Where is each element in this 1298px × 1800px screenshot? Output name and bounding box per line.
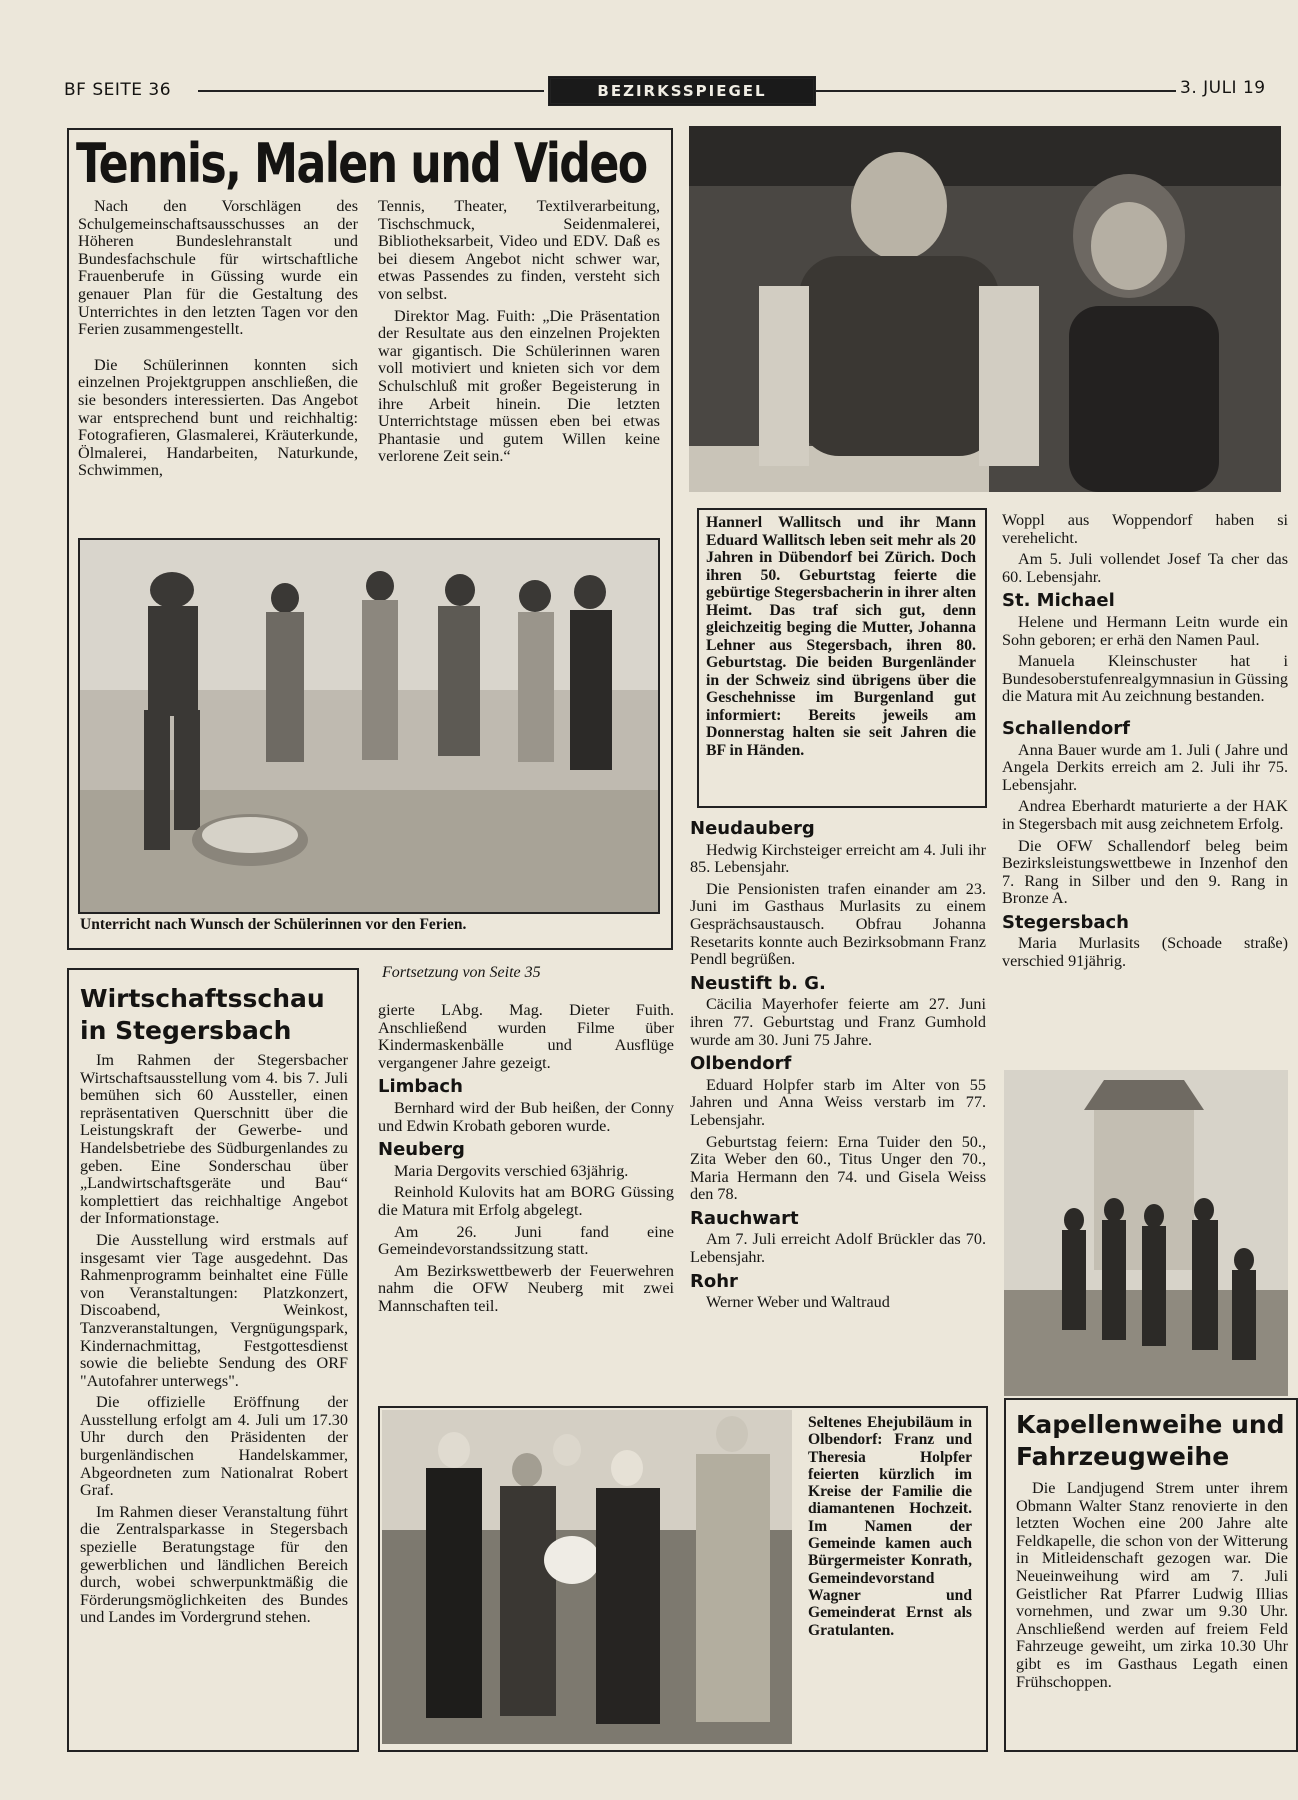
kapelle-body: Die Landjugend Strem unter ihrem Obmann Walter Stanz renovierte in den letzten Wochen eine 200 Jahre alte Feldkapelle, die schon von der Witterung in Mitleidenschaft gezogen war. Die Neueinweihung wird am 7. Juli Geistlicher Rat Pfarrer Ludwig Illias vornehmen, und zwar um 9.30 Uhr. Anschließend werden auf freiem Feld Fahrzeuge geweiht, um zirka 10.30 Uhr gibt es im Gasthaus Legath einen Frühschoppen.: [1016, 1480, 1288, 1691]
photo-two-women-illustration: [689, 126, 1281, 492]
heading-schallendorf: Schallendorf: [1002, 717, 1130, 739]
header-rule-left: [198, 90, 544, 92]
heading-olbendorf: Olbendorf: [690, 1053, 792, 1075]
wirtschaft-headline-2: in Stegersbach: [80, 1016, 292, 1045]
news-paragraph: Werner Weber und Waltraud: [706, 1293, 890, 1312]
news-paragraph: Am 5. Juli vollendet Josef Ta cher das 60. Lebensjahr.: [1002, 550, 1288, 586]
news-paragraph: Maria Dergovits verschied 63jährig.: [394, 1161, 629, 1180]
news-paragraph: Cäcilia Mayerhofer feierte am 27. Juni ihren 77. Geburtstag und Franz Gumhold wurde am 30. Juni 75 Jahre.: [690, 995, 986, 1049]
news-paragraph: Anna Bauer wurde am 1. Juli ( Jahre und Angela Derkits erreich am 2. Juli ihr 75. Lebensjahr.: [1002, 740, 1288, 794]
page-date: 3. JULI 19: [1180, 78, 1266, 98]
heading-neuberg: Neuberg: [378, 1139, 465, 1161]
wirtschaft-body: [80, 1052, 348, 1744]
continuation-column: [378, 1002, 674, 1398]
news-paragraph: Woppl aus Woppendorf haben si verehelicht.: [1002, 512, 1288, 547]
wirtschaft-paragraph: Die Ausstellung wird erstmals auf insgesamt vier Tage ausgedehnt. Das Rahmenprogramm beinhaltet eine Fülle von Veranstaltungen: Platzkonzert, Discoabend, Weinkost, Tanzveranstaltungen, Vergnügungspark, Kindernachmittag, Festgottesdienst sowie die beliebte Sendung des ORF "Autofahrer unterwegs".: [80, 1230, 348, 1390]
wirtschaft-paragraph: Die offizielle Eröffnung der Ausstellung erfolgt am 4. Juli um 17.30 Uhr durch den Präsidenten der burgenländischen Handelskammer, Abgeordneten zum Nationalrat Robert Graf.: [80, 1393, 348, 1500]
heading-rauchwart: Rauchwart: [690, 1207, 799, 1229]
news-paragraph: Geburtstag feiern: Erna Tuider den 50., Zita Weber den 60., Titus Unger den 70., Maria Hermann den 74. und Gisela Weiss den 78.: [690, 1132, 986, 1204]
heading-limbach: Limbach: [378, 1076, 463, 1098]
header-rule-right: [816, 90, 1176, 92]
wirtschaft-paragraph: Im Rahmen dieser Veranstaltung führt die Zentralsparkasse in Stegersbach spezielle Beratungstage für den gewerblichen und ländlichen Bereich durch, wobei schwerpunktmäßig die Förderungsmöglichkeiten des Bundes und Landes im Vordergrund stehen.: [80, 1502, 348, 1627]
tennis-column-1: [78, 198, 358, 528]
wirtschaft-headline-1: Wirtschaftsschau: [80, 984, 325, 1013]
tennis-photo-caption: Unterricht nach Wunsch der Schülerinnen vor den Ferien.: [80, 916, 467, 933]
news-paragraph: Am 26. Juni fand eine Gemeindevorstandssitzung statt.: [378, 1222, 674, 1259]
news-paragraph: Maria Murlasits (Schoade straße) verschied 91jährig.: [1002, 934, 1288, 971]
tennis-headline: Tennis, Malen und Video: [76, 132, 647, 195]
news-paragraph: Die Pensionisten trafen einander am 23. Juni im Gasthaus Murlasits zu einem Gesprächsaustausch. Obfrau Johanna Resetarits konnte auch Bezirksobmann Franz Pendl begrüßen.: [690, 879, 986, 969]
news-paragraph: Bernhard wird der Bub heißen, der Conny und Edwin Krobath geboren wurde.: [378, 1098, 674, 1135]
news-paragraph: Eduard Holpfer starb im Alter von 55 Jahren und Anna Weiss verstarb im 77. Lebensjahr.: [690, 1075, 986, 1129]
wallitsch-caption: Hannerl Wallitsch und ihr Mann Eduard Wallitsch leben seit mehr als 20 Jahren in Dübendorf bei Zürich. Doch ihren 50. Geburtstag feierte die gebürtige Stegersbacherin in ihrer alten Heimt. Das traf sich gut, denn gleichzeitig beging die Mutter, Johanna Lehner aus Stegersbach, ihren 80. Geburtstag. Die beiden Burgenländer in der Schweiz sind übrigens über die Geschehnisse im Burgenland gut informiert: Bereits jeweils am Donnerstag halten sie seit Jahren die BF in Händen.: [706, 514, 976, 759]
tennis-paragraph: Die Schülerinnen konnten sich einzelnen Projektgruppen anschließen, die sie besonders interessierten. Das Angebot war entsprechend bunt und reichhaltig: Fotografieren, Glasmalerei, Kräuterkunde, Ölmalerei, Handarbeiten, Naturkunde, Schwimmen,: [78, 355, 358, 480]
photo-students-illustration: [80, 540, 658, 912]
news-paragraph: Hedwig Kirchsteiger erreicht am 4. Juli ihr 85. Lebensjahr.: [690, 840, 986, 877]
news-paragraph: gierte LAbg. Mag. Dieter Fuith. Anschließend wurden Filme über Kindermaskenbälle und Ausflüge vergangener Jahre gezeigt.: [378, 1002, 674, 1072]
heading-neustift: Neustift b. G.: [690, 972, 826, 994]
heading-st-michael: St. Michael: [1002, 590, 1115, 612]
news-paragraph: Am 7. Juli erreicht Adolf Brückler das 70. Lebensjahr.: [690, 1230, 986, 1267]
heading-stegersbach: Stegersbach: [1002, 911, 1129, 933]
right-column-news: [1002, 512, 1288, 1042]
tennis-paragraph: Direktor Mag. Fuith: „Die Präsentation der Resultate aus den einzelnen Projekten war gigantisch. Die Schülerinnen waren voll motiviert und knieten sich vor dem Schulschluß mit großer Begeisterung in ihre Arbeit hinein. Die letzten Unterrichtstage müssen eben bei etwas Phantasie und gutem Willen keine verlorene Zeit sein.“: [378, 306, 660, 466]
tennis-class-photo: [78, 538, 660, 914]
photo-chapel-illustration: [1004, 1070, 1288, 1396]
tennis-column-2: [378, 198, 660, 528]
photo-family-illustration: [382, 1410, 792, 1744]
news-paragraph: Die OFW Schallendorf beleg beim Bezirksleistungswettbewe in Inzenhof den 7. Rang in Silber und den 9. Rang in Bronze A.: [1002, 836, 1288, 908]
ehejubilaeum-photo: [382, 1410, 792, 1744]
section-label: BEZIRKSSPIEGEL: [548, 76, 816, 106]
news-paragraph: Andrea Eberhardt maturierte a der HAK in Stegersbach mit ausg zeichnetem Erfolg.: [1002, 797, 1288, 833]
kapelle-photo: [1004, 1070, 1288, 1396]
ehejubilaeum-caption: Seltenes Ehejubiläum in Olbendorf: Franz und Theresia Holpfer feierten kürzlich im Kreise der Familie die diamantenen Hochzeit. Im Namen der Gemeinde kamen auch Bürgermeister Konrath, Gemeindevorstand Wagner und Gemeinderat Ernst als Gratulanten.: [808, 1414, 972, 1639]
wirtschaft-paragraph: Im Rahmen der Stegersbacher Wirtschaftsausstellung vom 4. bis 7. Juli bemühen sich 60 Aussteller, einen repräsentativen Querschnitt über die Leistungskraft der Gewerbe- und Handelsbetriebe des Südburgenlandes zu geben. Eine Sonderschau über „Landwirtschaftsgeräte und Bau“ komplettiert das reichhaltige Angebot der Informationstage.: [80, 1052, 348, 1228]
tennis-paragraph: Nach den Vorschlägen des Schulgemeinschaftsausschusses an der Höheren Bundeslehranstalt und Bundesfachschule für wirtschaftliche Frauenberufe in Güssing wurde ein genauer Plan für die Gestaltung des Unterrichtes in den letzten Tagen vor den Ferien zusammengestellt.: [78, 198, 358, 339]
wallitsch-photo: [689, 126, 1281, 492]
news-paragraph: Manuela Kleinschuster hat i Bundesoberstufenrealgymnasiun in Güssing die Matura mit Au zeichnung bestanden.: [1002, 652, 1288, 706]
kapelle-headline-2: Fahrzeugweihe: [1016, 1442, 1230, 1471]
continuation-label: Fortsetzung von Seite 35: [382, 964, 541, 981]
heading-neudauberg: Neudauberg: [690, 820, 815, 839]
news-paragraph: Helene und Hermann Leitn wurde ein Sohn geboren; er erhä den Namen Paul.: [1002, 612, 1288, 649]
tennis-paragraph: Tennis, Theater, Textilverarbeitung, Tischschmuck, Seidenmalerei, Bibliotheksarbeit, Video und EDV. Daß es bei diesem Angebot nicht schwer war, etwas Passendes zu finden, versteht sich von selbst.: [378, 198, 660, 303]
middle-column-news: [690, 820, 986, 1396]
page-number: BF SEITE 36: [64, 80, 172, 100]
news-paragraph: Reinhold Kulovits hat am BORG Güssing die Matura mit Erfolg abgelegt.: [378, 1183, 674, 1219]
news-paragraph: Am Bezirkswettbewerb der Feuerwehren nahm die OFW Neuberg mit zwei Mannschaften teil.: [378, 1261, 674, 1315]
heading-rohr: Rohr: [690, 1270, 738, 1292]
kapelle-headline-1: Kapellenweihe und: [1016, 1410, 1285, 1439]
